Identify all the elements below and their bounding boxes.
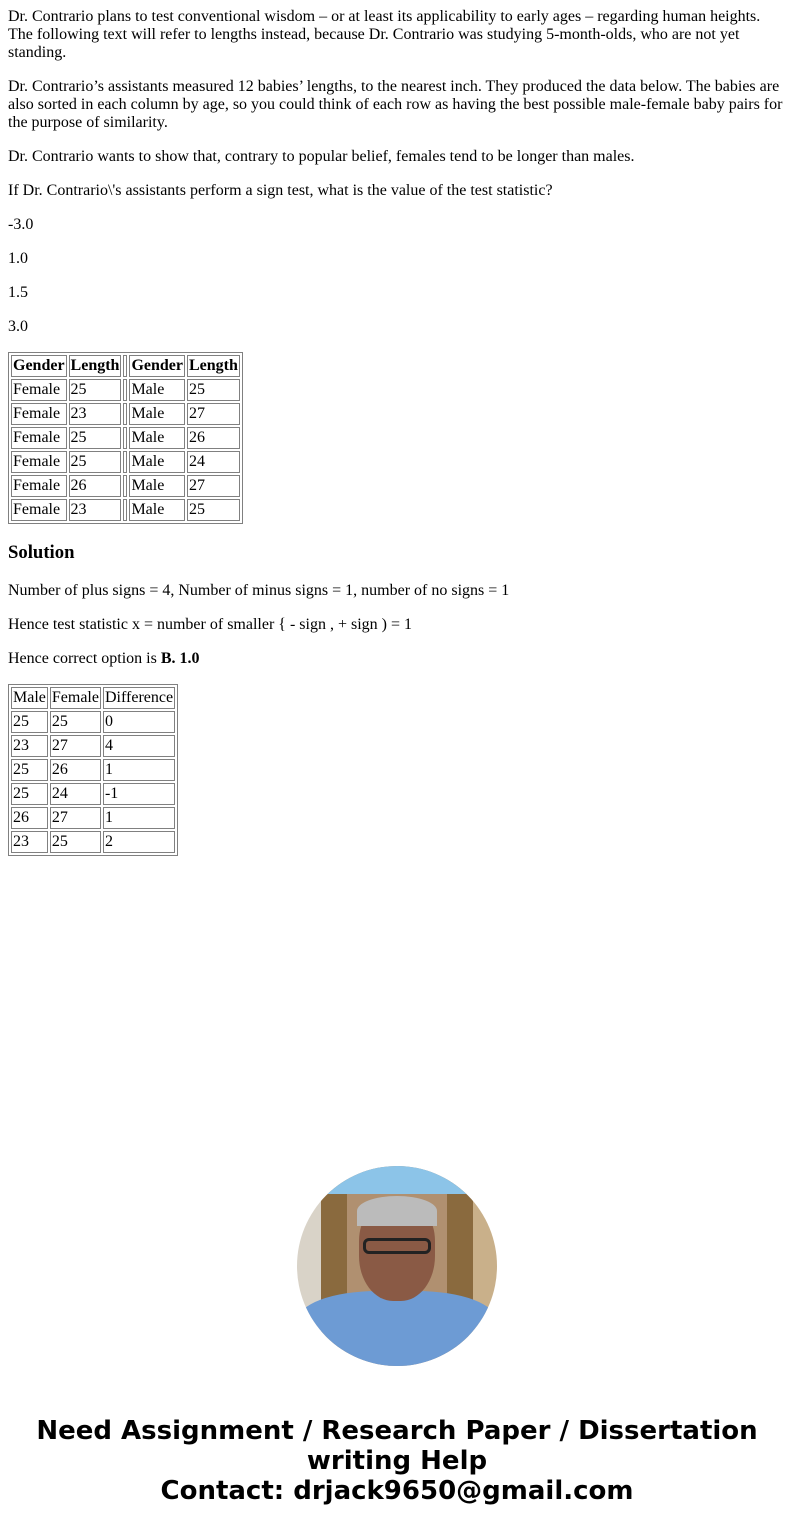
table-cell: 27 <box>50 735 101 757</box>
column-header: Male <box>11 687 48 709</box>
table-cell: 0 <box>103 711 175 733</box>
table-cell: Male <box>129 403 185 425</box>
column-header: Difference <box>103 687 175 709</box>
column-header: Length <box>187 355 240 377</box>
table-cell: 23 <box>69 499 122 521</box>
author-photo-container <box>8 1166 786 1366</box>
header-row <box>11 687 175 709</box>
table-cell: Male <box>129 379 185 401</box>
table-cell: 26 <box>11 807 48 829</box>
question-paragraph: Dr. Contrario wants to show that, contrary to popular belief, females tend to be longer than males. <box>8 148 635 165</box>
table-cell: 27 <box>187 403 240 425</box>
table-cell: Female <box>11 427 67 449</box>
table-cell: 25 <box>50 831 101 853</box>
table-cell: 24 <box>187 451 240 473</box>
question-paragraph: Dr. Contrario’s assistants measured 12 babies’ lengths, to the nearest inch. They produced the data below. The babies are also sorted in each column by age, so you could think of each row as having the best possible male-female baby pairs for the purpose of similarity. <box>8 78 783 131</box>
table-cell: 25 <box>11 783 48 805</box>
table-cell: 26 <box>69 475 122 497</box>
column-header: Female <box>50 687 101 709</box>
table-row <box>11 759 175 781</box>
column-header: Gender <box>129 355 185 377</box>
column-header: Length <box>69 355 122 377</box>
question <box>8 8 786 336</box>
table-cell: 27 <box>187 475 240 497</box>
table-cell: Male <box>129 427 185 449</box>
answer-value: B. 1.0 <box>160 650 200 667</box>
option-d: 3.0 <box>8 318 28 335</box>
table-cell: 23 <box>11 735 48 757</box>
table-cell: Female <box>11 403 67 425</box>
column-spacer <box>123 499 127 521</box>
table-cell: 24 <box>50 783 101 805</box>
column-spacer <box>123 451 127 473</box>
solution-line: Hence test statistic x = number of smaller { - sign , + sign ) = 1 <box>8 616 413 633</box>
table-row <box>11 427 240 449</box>
table-cell: 25 <box>50 711 101 733</box>
table-row <box>11 451 240 473</box>
difference-table <box>8 684 178 856</box>
table-row <box>11 831 175 853</box>
table-cell: 1 <box>103 807 175 829</box>
solution-line: Number of plus signs = 4, Number of minus signs = 1, number of no signs = 1 <box>8 582 510 599</box>
table-row <box>11 735 175 757</box>
solution-answer <box>8 650 786 668</box>
table-cell: Female <box>11 451 67 473</box>
table-cell: -1 <box>103 783 175 805</box>
table-row <box>11 783 175 805</box>
table-cell: Female <box>11 499 67 521</box>
table-cell: 25 <box>69 427 122 449</box>
table-row <box>11 379 240 401</box>
column-spacer <box>123 427 127 449</box>
table-cell: Male <box>129 475 185 497</box>
table-cell: 26 <box>50 759 101 781</box>
column-spacer <box>123 475 127 497</box>
table-cell: Female <box>11 475 67 497</box>
table-cell: 25 <box>69 379 122 401</box>
table-cell: 1 <box>103 759 175 781</box>
table-cell: 4 <box>103 735 175 757</box>
header-row <box>11 355 240 377</box>
question-prompt: If Dr. Contrario\'s assistants perform a sign test, what is the value of the test statistic? <box>8 182 553 199</box>
table-cell: 25 <box>11 759 48 781</box>
option-c: 1.5 <box>8 284 28 301</box>
table-cell: 25 <box>187 379 240 401</box>
column-spacer <box>123 355 127 377</box>
table-cell: Male <box>129 499 185 521</box>
footer-tagline: Need Assignment / Research Paper / Dissertation writing Help <box>36 1416 758 1476</box>
table-cell: 2 <box>103 831 175 853</box>
table-row <box>11 403 240 425</box>
table-cell: 26 <box>187 427 240 449</box>
table-cell: 25 <box>69 451 122 473</box>
table-cell: 23 <box>69 403 122 425</box>
question-paragraph: Dr. Contrario plans to test conventional wisdom – or at least its applicability to early ages – regarding human heights. The following text will refer to lengths instead, because Dr. Contrario was studying 5-month-olds, who are not yet standing. <box>8 8 761 61</box>
answer-prefix: Hence correct option is <box>8 650 161 667</box>
column-spacer <box>123 379 127 401</box>
solution-heading: Solution <box>8 542 75 563</box>
footer-banner <box>8 1416 786 1506</box>
table-cell: 25 <box>11 711 48 733</box>
option-b: 1.0 <box>8 250 28 267</box>
option-a: -3.0 <box>8 216 34 233</box>
table-row <box>11 499 240 521</box>
length-data-table <box>8 352 243 524</box>
column-spacer <box>123 403 127 425</box>
author-photo <box>297 1166 497 1366</box>
table-row <box>11 475 240 497</box>
table-cell: Female <box>11 379 67 401</box>
column-header: Gender <box>11 355 67 377</box>
table-cell: 25 <box>187 499 240 521</box>
footer-contact: Contact: drjack9650@gmail.com <box>160 1476 634 1506</box>
table-cell: 23 <box>11 831 48 853</box>
table-cell: 27 <box>50 807 101 829</box>
table-cell: Male <box>129 451 185 473</box>
table-row <box>11 711 175 733</box>
table-row <box>11 807 175 829</box>
